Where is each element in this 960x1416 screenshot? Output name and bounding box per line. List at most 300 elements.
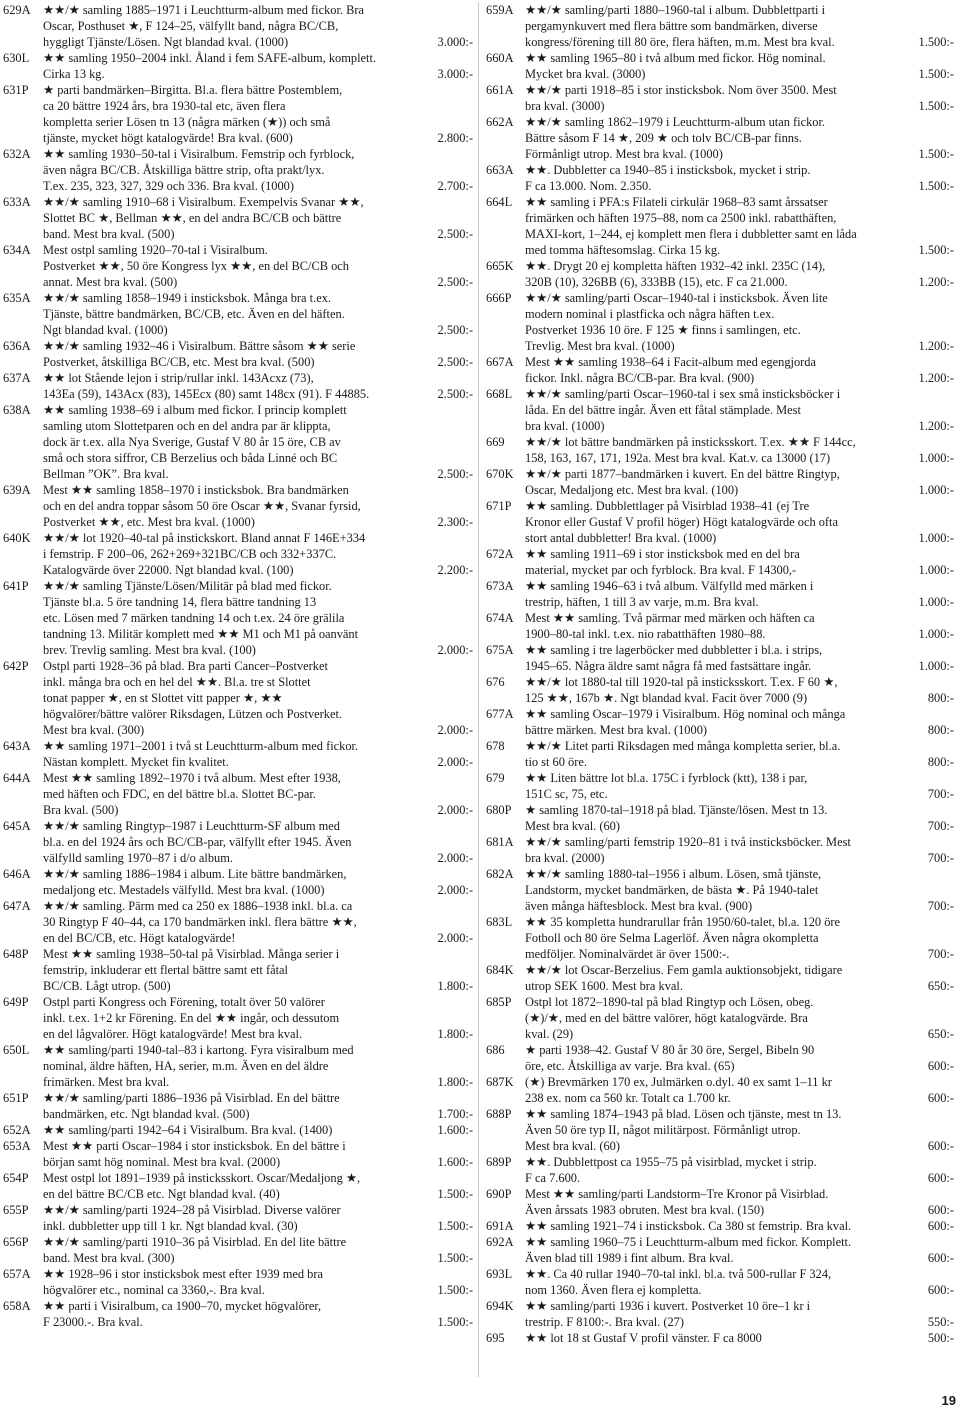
lot-line-text: F ca 7.600.	[525, 1171, 581, 1185]
lot-line	[525, 722, 954, 738]
lot-line-text: bra kval. (3000)	[525, 99, 605, 113]
lot-entry	[486, 1154, 954, 1186]
lot-line-text: Ostpl lot 1872–1890-tal på blad Ringtyp och Lösen, obeg.	[525, 995, 814, 1009]
lot-number: 653A	[3, 1139, 31, 1153]
lot-number: 682A	[486, 867, 514, 881]
lot-line	[525, 1314, 954, 1330]
lot-description	[43, 482, 473, 530]
lot-entry	[486, 354, 954, 386]
lot-line	[43, 210, 473, 226]
lot-description	[525, 1042, 954, 1074]
lot-line-text: Ostpl parti Kongress och Förening, totalt över 50 valörer	[43, 995, 325, 1009]
lot-line	[525, 338, 954, 354]
lot-line-text: Ngt blandad kval. (1000)	[43, 323, 168, 337]
lot-number: 658A	[3, 1299, 31, 1313]
lot-entry	[3, 1122, 473, 1138]
lot-price: 1.000:-	[918, 563, 954, 577]
lot-number: 681A	[486, 835, 514, 849]
lot-price: 650:-	[927, 1027, 954, 1041]
lot-line	[525, 1330, 954, 1346]
lot-entry	[3, 402, 473, 482]
lot-line	[43, 578, 473, 594]
lot-line	[43, 114, 473, 130]
lot-line-text: 1945–65. Några äldre samt några få med fastsättare ingår.	[525, 659, 812, 673]
lot-description	[525, 834, 954, 866]
lot-number: 660A	[486, 51, 514, 65]
lot-number: 675A	[486, 643, 514, 657]
lot-line-text: Postverket ★★, etc. Mest bra kval. (1000)	[43, 515, 255, 529]
lot-line-text: samling utom Slottetparen och en del andra par är klippta,	[43, 419, 331, 433]
lot-line	[525, 466, 954, 482]
lot-description	[43, 1170, 473, 1202]
lot-number: 686	[486, 1043, 505, 1057]
lot-description	[43, 658, 473, 738]
lot-line-text: (★) Brevmärken 170 ex, Julmärken o.dyl. 40 ex samt 1–11 kr	[525, 1075, 832, 1089]
lot-number: 659A	[486, 3, 514, 17]
lot-line-text: T.ex. 235, 323, 327, 329 och 336. Bra kval. (1000)	[43, 179, 294, 193]
lot-line-text: ★★/★ samling/parti 1910–36 på Visirblad. En del lite bättre	[43, 1235, 347, 1249]
lot-number: 673A	[486, 579, 514, 593]
lot-description	[525, 466, 954, 498]
lot-line-text: inkl. t.ex. 1+2 kr Förening. En del ★★ ingår, och dessutom	[43, 1011, 340, 1025]
lot-line-text: band. Mest bra kval. (500)	[43, 227, 175, 241]
lot-number: 693L	[486, 1267, 513, 1281]
lot-price: 2.000:-	[437, 851, 473, 865]
lot-line	[525, 226, 954, 242]
lot-line	[525, 770, 954, 786]
lot-line	[525, 194, 954, 210]
lot-line	[43, 642, 473, 658]
lot-number: 692A	[486, 1235, 514, 1249]
lot-line-text: Mest bra kval. (60)	[525, 819, 620, 833]
lot-price: 2.500:-	[437, 323, 473, 337]
lot-line-text: Ostpl parti 1928–36 på blad. Bra parti Cancer–Postverket	[43, 659, 328, 673]
lot-line	[43, 898, 473, 914]
lot-entry	[3, 194, 473, 242]
lot-line	[525, 1026, 954, 1042]
lot-line-text: Cirka 13 kg.	[43, 67, 105, 81]
lot-entry	[3, 946, 473, 994]
lot-line	[43, 418, 473, 434]
lot-description	[43, 370, 473, 402]
lot-description	[525, 1154, 954, 1186]
lot-line-text: ★★ samling 1930–50-tal i Visiralbum. Femstrip och fyrblock,	[43, 147, 355, 161]
lot-description	[43, 866, 473, 898]
lot-line-text: ★★ 35 kompletta hundrarullar från 1950/60-talet, bl.a. 120 öre	[525, 915, 841, 929]
lot-entry	[486, 386, 954, 434]
lot-number: 654P	[3, 1171, 29, 1185]
lot-price: 800:-	[927, 691, 954, 705]
lot-number: 664L	[486, 195, 513, 209]
lot-line-text: utrop SEK 1600. Mest bra kval.	[525, 979, 683, 993]
lot-line-text: Mest bra kval. (60)	[525, 1139, 620, 1153]
lot-entry	[486, 82, 954, 114]
lot-line	[43, 2, 473, 18]
lot-line	[525, 306, 954, 322]
lot-line	[525, 402, 954, 418]
lot-line	[43, 338, 473, 354]
lot-line-text: ★★. Dubbletter ca 1940–85 i insticksbok, mycket i strip.	[525, 163, 811, 177]
lot-line-text: pergamynkuvert med flera bättre som bandmärken, diverse	[525, 19, 818, 33]
lot-line-text: ★★ samling/parti 1942–64 i Visiralbum. Bra kval. (1400)	[43, 1123, 333, 1137]
lot-line-text: 320B (10), 326BB (6), 333BB (15), etc. F ca 21.000.	[525, 275, 788, 289]
lot-description	[525, 1106, 954, 1154]
lot-price: 600:-	[927, 1091, 954, 1105]
lot-line-text: Mest ★★ parti Oscar–1984 i stor insticksbok. En del bättre i	[43, 1139, 346, 1153]
lot-description	[43, 738, 473, 770]
lot-entry	[486, 114, 954, 162]
lot-line	[43, 1202, 473, 1218]
lot-line-text: femstrip, inkluderar ett flertal bättre samt ett fåtal	[43, 963, 288, 977]
lot-line	[43, 258, 473, 274]
lot-line	[525, 98, 954, 114]
lot-line	[525, 946, 954, 962]
lot-line-text: Mest ★★ samling 1938–50-tal på Visirblad. Många serier i	[43, 947, 340, 961]
lot-line	[43, 482, 473, 498]
lot-line-text: ★★ samling 1874–1943 på blad. Lösen och tjänste, mest tn 13.	[525, 1107, 842, 1121]
lot-line	[43, 450, 473, 466]
lot-price: 700:-	[927, 819, 954, 833]
lot-number: 665K	[486, 259, 514, 273]
lot-number: 646A	[3, 867, 31, 881]
lot-price: 1.700:-	[437, 1107, 473, 1121]
lot-entry	[3, 2, 473, 50]
lot-entry	[486, 1298, 954, 1330]
lot-price: 1.500:-	[437, 1187, 473, 1201]
lot-line-text: Postverket 1936 10 öre. F 125 ★ finns i samlingen, etc.	[525, 323, 801, 337]
lot-line	[43, 162, 473, 178]
lot-line	[525, 1074, 954, 1090]
lot-description	[43, 578, 473, 658]
lot-line-text: Trevlig. Mest bra kval. (1000)	[525, 339, 675, 353]
lot-entry	[486, 498, 954, 546]
lot-entry	[486, 1218, 954, 1234]
lot-line	[525, 178, 954, 194]
lot-line	[43, 1314, 473, 1330]
lot-description	[43, 402, 473, 482]
lot-entry	[3, 82, 473, 146]
lot-number: 666P	[486, 291, 512, 305]
lot-line	[43, 306, 473, 322]
lot-line	[525, 706, 954, 722]
lot-line-text: trestrip, häften, 1 till 3 av varje, m.m. Bra kval.	[525, 595, 759, 609]
lot-price: 1.500:-	[918, 67, 954, 81]
lot-line-text: med häften och FDC, en del bättre bl.a. Slottet BC-par.	[43, 787, 316, 801]
lot-number: 642P	[3, 659, 29, 673]
lot-description	[43, 242, 473, 290]
lot-number: 638A	[3, 403, 31, 417]
lot-line-text: Kronor eller Gustaf V profil höger) Högt katalogvärde och ofta	[525, 515, 838, 529]
lot-description	[43, 290, 473, 338]
lot-number: 661A	[486, 83, 514, 97]
lot-line-text: Mest ★★ samling 1938–64 i Facit-album med egengjorda	[525, 355, 816, 369]
lot-number: 668L	[486, 387, 513, 401]
lot-line-text: band. Mest bra kval. (300)	[43, 1251, 175, 1265]
lot-description	[43, 770, 473, 818]
lot-line-text: ★★ parti i Visiralbum, ca 1900–70, mycket högvalörer,	[43, 1299, 322, 1313]
right-column	[486, 2, 954, 1346]
lot-line	[525, 114, 954, 130]
lot-line	[525, 978, 954, 994]
lot-line-text: välfylld samling 1970–87 i d/o album.	[43, 851, 233, 865]
lot-price: 2.700:-	[437, 179, 473, 193]
lot-line	[525, 18, 954, 34]
lot-line	[43, 1122, 473, 1138]
lot-price: 3.000:-	[437, 67, 473, 81]
lot-line	[525, 434, 954, 450]
lot-line-text: Katalogvärde över 22000. Ngt blandad kval. (100)	[43, 563, 294, 577]
lot-line	[43, 386, 473, 402]
lot-line	[525, 754, 954, 770]
lot-entry	[486, 50, 954, 82]
lot-description	[525, 738, 954, 770]
lot-line	[525, 1250, 954, 1266]
lot-line	[43, 434, 473, 450]
lot-line	[525, 66, 954, 82]
lot-line	[525, 578, 954, 594]
lot-line	[43, 1218, 473, 1234]
lot-entry	[486, 258, 954, 290]
lot-description	[525, 706, 954, 738]
lot-entry	[486, 546, 954, 578]
lot-line-text: ★★/★ samling Tjänste/Lösen/Militär på blad med fickor.	[43, 579, 332, 593]
lot-price: 1.000:-	[918, 451, 954, 465]
lot-price: 1.500:-	[437, 1315, 473, 1329]
lot-line-text: inkl. dubbletter upp till 1 kr. Ngt blandad kval. (30)	[43, 1219, 298, 1233]
lot-line	[525, 802, 954, 818]
lot-number: 676	[486, 675, 505, 689]
lot-line-text: ★★. Dubblettpost ca 1955–75 på visirblad, mycket i strip.	[525, 1155, 817, 1169]
lot-line-text: MAXI-kort, 1–244, ej komplett men flera i dubbletter samt en låda	[525, 227, 857, 241]
lot-line	[43, 738, 473, 754]
lot-description	[43, 1234, 473, 1266]
lot-line	[525, 514, 954, 530]
lot-line-text: ★★/★ samling Ringtyp–1987 i Leuchtturm-SF album med	[43, 819, 340, 833]
lot-line-text: Förmånligt utrop. Mest bra kval. (1000)	[525, 147, 723, 161]
lot-entry	[3, 530, 473, 578]
lot-entry	[3, 146, 473, 194]
lot-entry	[3, 1042, 473, 1090]
lot-price: 1.000:-	[918, 595, 954, 609]
lot-line-text: Även blad till 1989 i fint album. Bra kval.	[525, 1251, 734, 1265]
lot-price: 600:-	[927, 1283, 954, 1297]
lot-line	[43, 562, 473, 578]
lot-description	[43, 898, 473, 946]
lot-line	[525, 450, 954, 466]
lot-number: 672A	[486, 547, 514, 561]
lot-line-text: 125 ★★, 167b ★. Ngt blandad kval. Facit över 7000 (9)	[525, 691, 808, 705]
lot-line	[525, 994, 954, 1010]
lot-line	[43, 946, 473, 962]
lot-line-text: även många häftesblock. Mest bra kval. (900)	[525, 899, 753, 913]
lot-price: 1.600:-	[437, 1155, 473, 1169]
lot-line	[525, 1218, 954, 1234]
lot-line-text: 30 Ringtyp F 40–44, ca 170 bandmärken inkl. flera bättre ★★,	[43, 915, 357, 929]
lot-line	[525, 322, 954, 338]
lot-line	[525, 370, 954, 386]
lot-entry	[3, 898, 473, 946]
lot-line-text: Mest ★★ samling 1858–1970 i insticksbok. Bra bandmärken	[43, 483, 349, 497]
lot-line-text: Oscar, Medaljong etc. Mest bra kval. (100)	[525, 483, 739, 497]
lot-line	[525, 482, 954, 498]
lot-line	[525, 354, 954, 370]
lot-line-text: ★★ samling 1965–80 i två album med fickor. Hög nominal.	[525, 51, 826, 65]
lot-line	[43, 18, 473, 34]
page-number: 19	[941, 1393, 956, 1408]
lot-line-text: Bättre såsom F 14 ★, 209 ★ och tolv BC/CB-par finns.	[525, 131, 802, 145]
lot-line	[525, 1090, 954, 1106]
lot-description	[43, 82, 473, 146]
lot-line	[43, 930, 473, 946]
lot-line-text: dock är t.ex. alla Nya Sverige, Gustaf V 80 år 15 öre, CB av	[43, 435, 341, 449]
lot-price: 800:-	[927, 723, 954, 737]
lot-line	[525, 546, 954, 562]
lot-line	[43, 802, 473, 818]
lot-description	[525, 194, 954, 258]
lot-line	[525, 530, 954, 546]
lot-description	[525, 802, 954, 834]
lot-entry	[3, 290, 473, 338]
lot-line-text: Mycket bra kval. (3000)	[525, 67, 646, 81]
lot-description	[43, 530, 473, 578]
lot-price: 650:-	[927, 979, 954, 993]
lot-line-text: stort antal dubbletter! Bra kval. (1000)	[525, 531, 717, 545]
lot-price: 1.200:-	[918, 371, 954, 385]
lot-line	[43, 1266, 473, 1282]
lot-price: 600:-	[927, 1203, 954, 1217]
lot-description	[43, 1266, 473, 1298]
column-divider	[478, 2, 479, 1377]
lot-entry	[486, 1330, 954, 1346]
lot-line-text: ★★/★ lot 1880-tal till 1920-tal på insticksskort. T.ex. F 60 ★,	[525, 675, 838, 689]
lot-line	[525, 1106, 954, 1122]
lot-line-text: ★★/★ parti 1918–85 i stor insticksbok. Nom över 3500. Mest	[525, 83, 837, 97]
lot-line	[43, 1154, 473, 1170]
lot-line	[525, 1282, 954, 1298]
lot-description	[525, 434, 954, 466]
lot-line	[525, 866, 954, 882]
lot-number: 640K	[3, 531, 31, 545]
lot-line	[525, 850, 954, 866]
lot-line-text: annat. Mest bra kval. (500)	[43, 275, 178, 289]
lot-entry	[486, 802, 954, 834]
lot-line-text: kompletta serier Lösen tn 13 (några märken (★)) och små	[43, 115, 331, 129]
lot-line	[43, 514, 473, 530]
lot-entry	[486, 834, 954, 866]
lot-line	[43, 1090, 473, 1106]
lot-line-text: ★★ samling. Dubblettlager på Visirblad 1938–41 (ej Tre	[525, 499, 810, 513]
lot-entry	[486, 1186, 954, 1218]
lot-line	[525, 210, 954, 226]
lot-entry	[3, 370, 473, 402]
lot-number: 671P	[486, 499, 512, 513]
lot-number: 637A	[3, 371, 31, 385]
lot-line-text: ★★. Ca 40 rullar 1940–70-tal inkl. bl.a. två 500-rullar F 324,	[525, 1267, 832, 1281]
lot-entry	[486, 674, 954, 706]
lot-line	[43, 594, 473, 610]
lot-line-text: 143Ea (59), 143Acx (83), 145Ecx (80) samt 148cx (91). F 44885.	[43, 387, 370, 401]
lot-line-text: medföljer. Nominalvärdet är över 1500:-.	[525, 947, 730, 961]
lot-line	[43, 1186, 473, 1202]
lot-line-text: material, mycket par och fyrblock. Bra kval. F 14300,-	[525, 563, 797, 577]
lot-description	[43, 1138, 473, 1170]
lot-line-text: ★★ samling 1911–69 i stor insticksbok med en del bra	[525, 547, 800, 561]
lot-line	[525, 914, 954, 930]
lot-number: 695	[486, 1331, 505, 1345]
lot-price: 1.800:-	[437, 979, 473, 993]
lot-line-text: ★★ samling i tre lagerböcker med dubbletter i bl.a. i strips,	[525, 643, 823, 657]
lot-price: 1.500:-	[918, 35, 954, 49]
lot-line	[43, 546, 473, 562]
lot-number: 670K	[486, 467, 514, 481]
lot-price: 1.000:-	[918, 531, 954, 545]
lot-line	[525, 658, 954, 674]
lot-line-text: låda. En del bättre ingår. Även ett fåtal stämplade. Mest	[525, 403, 801, 417]
lot-line	[43, 402, 473, 418]
lot-entry	[486, 1106, 954, 1154]
lot-line	[43, 466, 473, 482]
lot-line	[43, 322, 473, 338]
lot-line-text: en del BC/CB, etc. Högt katalogvärde!	[43, 931, 236, 945]
lot-line-text: tonat papper ★, en st Slottet vitt papper ★, ★★	[43, 691, 283, 705]
lot-line	[525, 146, 954, 162]
lot-description	[43, 1298, 473, 1330]
lot-number: 683L	[486, 915, 513, 929]
lot-description	[525, 994, 954, 1042]
lot-description	[525, 546, 954, 578]
lot-description	[525, 290, 954, 354]
lot-entry	[486, 434, 954, 466]
lot-price: 2.000:-	[437, 883, 473, 897]
lot-description	[525, 866, 954, 914]
lot-description	[525, 354, 954, 386]
lot-entry	[3, 578, 473, 658]
lot-description	[43, 1090, 473, 1122]
lot-line-text: bra kval. (1000)	[525, 419, 605, 433]
lot-line-text: nominal, äldre häften, HA, serier, m.m. Även en del äldre	[43, 1059, 329, 1073]
lot-description	[525, 1074, 954, 1106]
lot-price: 2.200:-	[437, 563, 473, 577]
lot-description	[525, 642, 954, 674]
lot-entry	[3, 1202, 473, 1234]
lot-entry	[486, 1234, 954, 1266]
lot-price: 600:-	[927, 1171, 954, 1185]
lot-number: 680P	[486, 803, 512, 817]
lot-entry	[486, 466, 954, 498]
lot-entry	[486, 162, 954, 194]
lot-price: 600:-	[927, 1139, 954, 1153]
lot-number: 650L	[3, 1043, 30, 1057]
lot-line-text: bra kval. (2000)	[525, 851, 605, 865]
lot-line-text: bättre märken. Mest bra kval. (1000)	[525, 723, 708, 737]
lot-line	[43, 610, 473, 626]
lot-line	[43, 290, 473, 306]
lot-line-text: ★★ samling/parti 1936 i kuvert. Postverket 10 öre–1 kr i	[525, 1299, 811, 1313]
lot-line	[43, 962, 473, 978]
lot-number: 694K	[486, 1299, 514, 1313]
lot-line	[43, 1106, 473, 1122]
lot-line-text: BC/CB. Lågt utrop. (500)	[43, 979, 171, 993]
lot-description	[525, 2, 954, 50]
lot-entry	[486, 738, 954, 770]
lot-line-text: ★★/★ samling 1858–1949 i insticksbok. Många bra t.ex.	[43, 291, 331, 305]
lot-number: 679	[486, 771, 505, 785]
lot-line	[43, 274, 473, 290]
lot-price: 2.000:-	[437, 803, 473, 817]
lot-description	[43, 1122, 473, 1138]
lot-line-text: tio st 60 öre.	[525, 755, 587, 769]
lot-line-text: ★★/★ samling. Pärm med ca 250 ex 1886–1938 inkl. bl.a. ca	[43, 899, 353, 913]
